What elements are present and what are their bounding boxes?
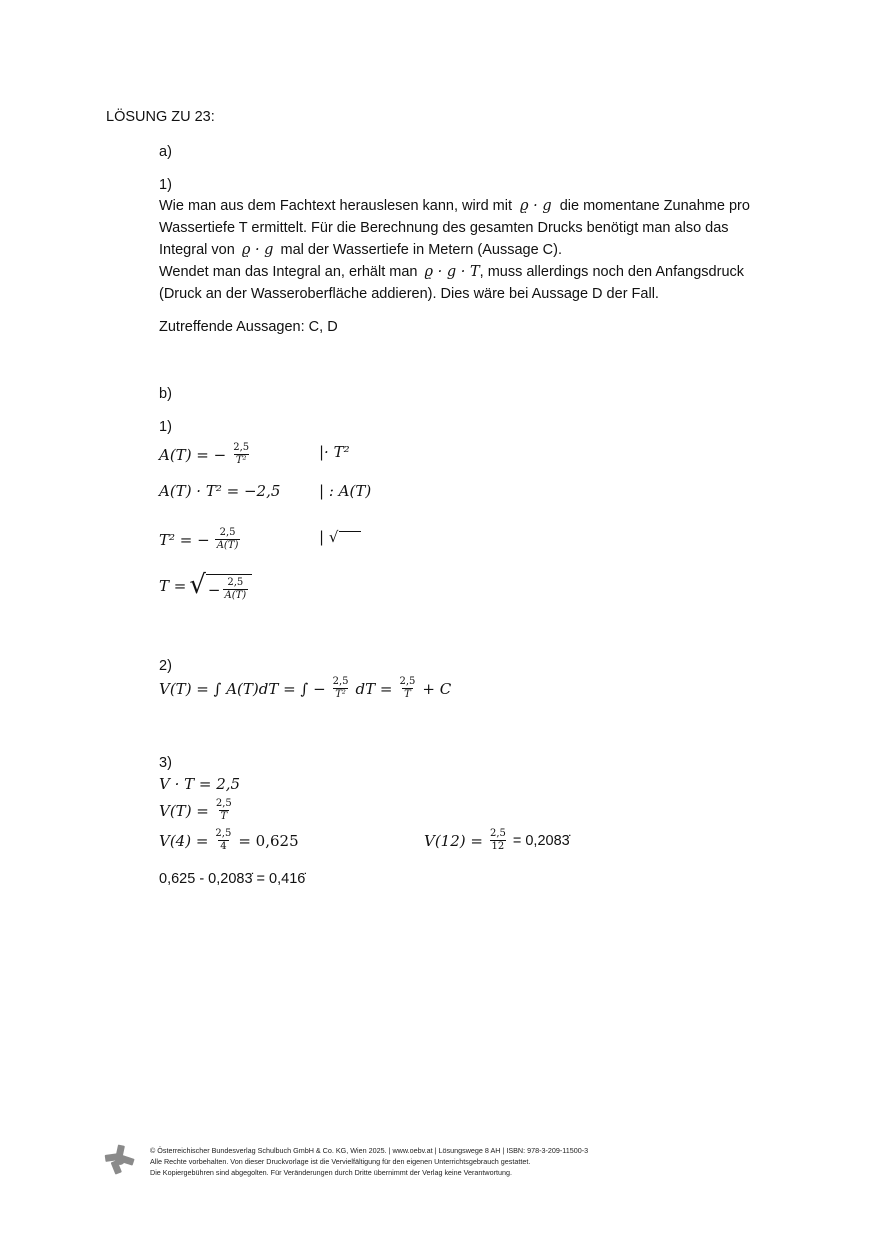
part-a-line1 xyxy=(159,196,750,216)
part-a-line5: (Druck an der Wasseroberfläche addieren). Dies wäre bei Aussage D der Fall. xyxy=(159,286,659,302)
sqrt-overline xyxy=(339,531,361,532)
part-a-line2: Wassertiefe T ermittelt. Für die Berechnung des gesamten Drucks benötigt man also das xyxy=(159,220,729,236)
equation-3-fraction xyxy=(215,527,241,552)
equation-4-fraction xyxy=(223,577,249,602)
v-equation-2-lhs: V(T) = xyxy=(159,801,209,820)
fraction-numerator: 2,5 xyxy=(489,828,506,839)
fraction-denominator: 12 xyxy=(491,841,505,852)
equation-2-operation xyxy=(319,481,371,501)
fraction-denominator: A(T) xyxy=(216,540,239,551)
fraction-numerator: 2,5 xyxy=(399,676,416,687)
publisher-logo-icon xyxy=(104,1144,136,1176)
v-equation-2-fraction xyxy=(214,798,234,823)
footer-disclaimer: Die Kopiergebühren sind abgegolten. Für Veränderungen durch Dritte übernimmt der Verlag keine Verantwortung. xyxy=(150,1168,512,1177)
fraction-numerator: 2,5 xyxy=(227,577,244,588)
part-a-line1-a: Wie man aus dem Fachtext herauslesen kann, wird mit xyxy=(159,198,512,214)
rho-g-formula-2: ϱ · g xyxy=(241,242,274,258)
sqrt-icon: √ xyxy=(189,570,206,600)
equation-1-operation xyxy=(319,442,350,462)
footer-copyright: © Österreichischer Bundesverlag Schulbuch GmbH & Co. KG, Wien 2025. | www.oebv.at | Lösungswege 8 AH | ISBN: 978-3-209-11500-3 xyxy=(150,1146,589,1155)
part-a-line3-a: Integral von xyxy=(159,242,235,258)
page-heading: LÖSUNG ZU 23: xyxy=(106,109,215,125)
equation-2-text: A(T) · T² = −2,5 xyxy=(159,482,281,500)
equation-1 xyxy=(159,442,253,467)
fraction-denominator: T xyxy=(220,811,228,822)
fraction-denominator: A(T) xyxy=(224,590,247,601)
part-b-sub2-label: 2) xyxy=(159,658,172,674)
rho-g-formula: ϱ · g xyxy=(520,198,552,214)
fraction-numerator: 2,5 xyxy=(215,828,232,839)
equation-3 xyxy=(159,527,242,552)
part-b-sub1-label: 1) xyxy=(159,419,172,435)
part-a-sub1-label: 1) xyxy=(159,177,172,193)
square-root xyxy=(189,570,252,602)
equation-3-op-text: | √ xyxy=(319,528,339,546)
v4-equation xyxy=(159,828,299,853)
rho-g-T-formula: ϱ · g · T xyxy=(424,264,480,280)
equation-1-op-text: |· T² xyxy=(319,443,350,461)
equation-2 xyxy=(159,481,280,501)
fraction-denominator: T² xyxy=(235,455,247,466)
v-equation-1-text: V · T = 2,5 xyxy=(159,775,241,793)
v12-lhs: V(12) = xyxy=(424,831,483,850)
footer-rights: Alle Rechte vorbehalten. Von dieser Druckvorlage ist die Vervielfältigung für den eigenen Unterrichtsgebrauch gestattet. xyxy=(150,1157,531,1166)
part-a-line4-b: , muss allerdings noch den Anfangsdruck xyxy=(479,264,745,280)
equation-4-lhs: T = xyxy=(159,577,187,595)
equation-1-fraction xyxy=(231,442,251,467)
final-result: 0,625 - 0,2083̇ = 0,416̇ xyxy=(159,871,306,887)
part-a-line3-b: mal der Wassertiefe in Metern (Aussage C). xyxy=(280,242,562,258)
fraction-numerator: 2,5 xyxy=(219,527,236,538)
equation-3-lhs: T² = − xyxy=(159,530,210,549)
part-a-line3 xyxy=(159,240,562,260)
part-a-line4-a: Wendet man das Integral an, erhält man xyxy=(159,264,418,280)
part-b-sub3-label: 3) xyxy=(159,755,172,771)
integral-mid: dT = xyxy=(355,679,393,698)
v12-fraction xyxy=(488,828,508,853)
part-a-label: a) xyxy=(159,144,172,160)
integral-fraction-2 xyxy=(398,676,418,701)
integral-fraction-1 xyxy=(331,676,351,701)
fraction-denominator: T² xyxy=(335,689,346,700)
integral-rhs: + C xyxy=(422,679,452,698)
equation-4-neg: − xyxy=(207,580,221,599)
v4-fraction xyxy=(213,828,233,853)
sqrt-radicand xyxy=(206,574,252,602)
part-a-conclusion: Zutreffende Aussagen: C, D xyxy=(159,319,338,335)
fraction-denominator: 4 xyxy=(220,841,227,852)
part-a-line1-b: die momentane Zunahme pro xyxy=(559,198,750,214)
fraction-denominator: T xyxy=(404,689,411,700)
v12-rhs: = 0,2083̇ xyxy=(512,832,570,849)
fraction-numerator: 2,5 xyxy=(332,676,349,687)
v4-lhs: V(4) = xyxy=(159,831,209,850)
fraction-numerator: 2,5 xyxy=(215,798,232,809)
fraction-numerator: 2,5 xyxy=(233,442,250,453)
v12-equation xyxy=(424,828,570,853)
equation-4 xyxy=(159,570,252,602)
equation-2-op-text: | : A(T) xyxy=(319,482,372,500)
v-equation-1 xyxy=(159,774,240,794)
integral-equation xyxy=(159,676,451,701)
v-equation-2 xyxy=(159,798,236,823)
part-a-line4 xyxy=(159,262,744,282)
part-b-label: b) xyxy=(159,386,172,402)
v4-rhs: = 0,625 xyxy=(238,831,299,850)
equation-3-operation xyxy=(319,527,361,547)
equation-1-lhs: A(T) = − xyxy=(159,445,227,464)
integral-lhs: V(T) = ∫ A(T)dT = ∫ − xyxy=(159,679,326,698)
